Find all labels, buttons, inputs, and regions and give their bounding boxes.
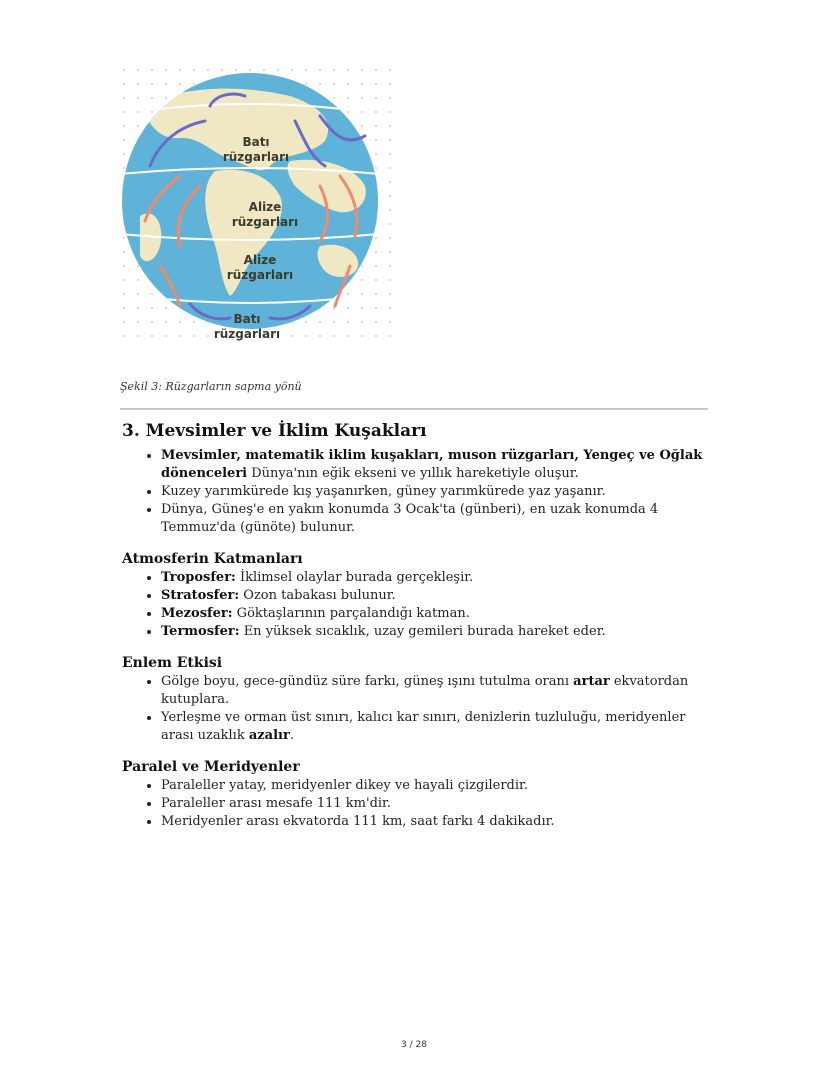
main-content <box>122 421 712 831</box>
label-bati-south-1: Batı <box>233 312 261 326</box>
wind-deflection-figure <box>120 66 392 348</box>
atmosphere-heading: Atmosferin Katmanları <box>122 551 303 567</box>
globe-illustration <box>120 66 392 348</box>
list-item: • Mezosfer: Göktaşlarının parçalandığı katman. <box>161 605 712 623</box>
parallels-heading: Paralel ve Meridyenler <box>122 759 300 775</box>
figure-caption: Şekil 3: Rüzgarların sapma yönü <box>120 380 302 393</box>
list-item: • Kuzey yarımkürede kış yaşanırken, güney yarımkürede yaz yaşanır. <box>161 483 712 501</box>
label-alize-north-2: rüzgarları <box>231 215 299 229</box>
label-alize-south-2: rüzgarları <box>226 268 294 282</box>
parallels-list <box>122 777 712 831</box>
list-item: • Paraleller arası mesafe 111 km'dir. <box>161 795 712 813</box>
list-item: • Gölge boyu, gece-gündüz süre farkı, güneş ışını tutulma oranı artar ekvatordan kutuplara. <box>161 673 712 709</box>
latitude-list <box>122 673 712 745</box>
list-item: • Yerleşme ve orman üst sınırı, kalıcı kar sınırı, denizlerin tuzluluğu, meridyenler arası uzaklık azalır. <box>161 709 712 745</box>
atmosphere-list <box>122 569 712 641</box>
list-item: • Dünya, Güneş'e en yakın konumda 3 Ocak'ta (günberi), en uzak konumda 4 Temmuz'da (günöte) bulunur. <box>161 501 712 537</box>
list-item: • Paraleller yatay, meridyenler dikey ve hayali çizgilerdir. <box>161 777 712 795</box>
page-number: 3 / 28 <box>401 1040 427 1050</box>
list-item: • Termosfer: En yüksek sıcaklık, uzay gemileri burada hareket eder. <box>161 623 712 641</box>
label-bati-north-2: rüzgarları <box>222 150 290 164</box>
label-alize-north-1: Alize <box>248 200 282 214</box>
label-alize-south-1: Alize <box>243 253 277 267</box>
list-item: • Mevsimler, matematik iklim kuşakları, muson rüzgarları, Yengeç ve Oğlak dönenceleri Dünya'nın eğik ekseni ve yıllık hareketiyle oluşur. <box>161 447 712 483</box>
list-item: • Stratosfer: Ozon tabakası bulunur. <box>161 587 712 605</box>
section-divider <box>120 408 708 410</box>
seasons-list <box>122 447 712 537</box>
section-title: 3. Mevsimler ve İklim Kuşakları <box>122 421 427 441</box>
label-bati-south-2: rüzgarları <box>213 327 281 341</box>
list-item: • Meridyenler arası ekvatorda 111 km, saat farkı 4 dakikadır. <box>161 813 712 831</box>
label-bati-north-1: Batı <box>242 135 270 149</box>
latitude-heading: Enlem Etkisi <box>122 655 223 671</box>
list-item: • Troposfer: İklimsel olaylar burada gerçekleşir. <box>161 569 712 587</box>
